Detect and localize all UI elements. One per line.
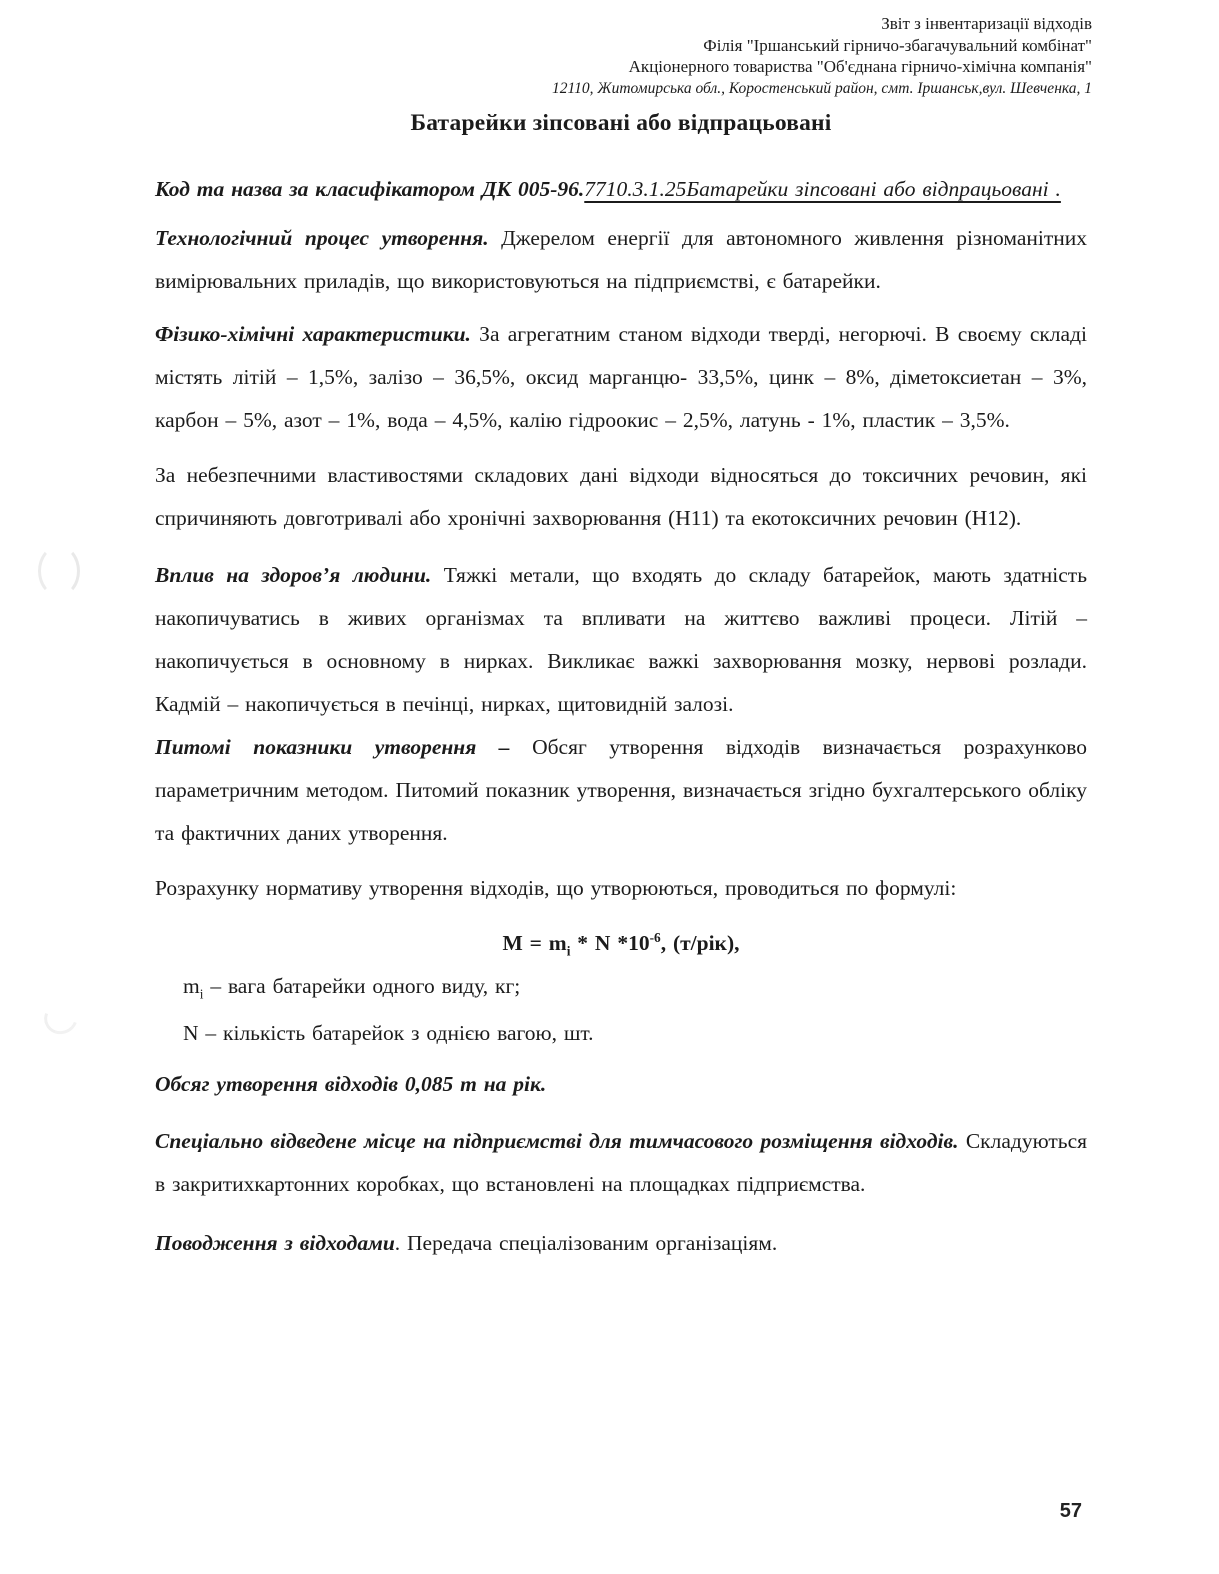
storage-place-text: Складуються в закритихкартонних коробках, що встановлені на площадках підприємства. xyxy=(155,1129,1088,1196)
formula-lhs: М = m xyxy=(502,931,567,955)
formula-units: , (т/рік), xyxy=(660,931,740,955)
formula-exponent: -6 xyxy=(649,929,661,945)
definition-mass xyxy=(155,965,1087,1008)
waste-handling-text: . Передача спеціалізованим організаціям. xyxy=(394,1231,778,1255)
health-impact-text: Тяжкі метали, що входять до складу батарейок, мають здатність накопичуватись в живих організмах та впливати на життєво важливі процеси. Літій – накопичується в основному в нирках. Викликає важкі захворювання мозку, нервові розлади. Кадмій – накопичується в печінці, нирках, щитовидній залозі. xyxy=(155,563,1088,716)
formula-subscript: i xyxy=(566,943,571,959)
header-company-name: Акціонерного товариства "Об'єднана гірничо-хімічна компанія" xyxy=(628,57,1092,76)
waste-handling-label: Поводження з відходами xyxy=(155,1231,395,1255)
definition-count-text: N – кількість батарейок з однією вагою, шт. xyxy=(183,1021,594,1045)
paragraph-health-impact xyxy=(155,554,1087,726)
hazard-properties-text: За небезпечними властивостями складових дані відходи відносяться до токсичних речовин, які спричиняють довготривалі або хронічні захворювання (Н11) та екотоксичних речовин (Н12). xyxy=(155,463,1087,530)
physchem-label: Фізико-хімічні характеристики. xyxy=(155,322,471,346)
scan-artifact-lower xyxy=(39,996,83,1039)
classifier-code-value: 7710.3.1.25Батарейки зіпсовані або відпрацьовані . xyxy=(584,177,1061,201)
physchem-text: За агрегатним станом відходи тверді, негорючі. В своєму складі містять літій – 1,5%, залізо – 36,5%, оксид марганцю- 33,5%, цинк – 8%, діметоксиетан – 3%, карбон – 5%, азот – 1%, вода – 4,5%, калію гідроокис – 2,5%, латунь - 1%, пластик – 3,5%. xyxy=(155,322,1087,432)
classifier-code-label: Код та назва за класифікатором ДК 005-96. xyxy=(155,177,585,201)
paragraph-waste-handling xyxy=(155,1222,1087,1265)
page-number: 57 xyxy=(1059,1500,1082,1522)
specific-indicators-text: Обсяг утворення відходів визначається розрахунково параметричним методом. Питомий показник утворення, визначається згідно бухгалтерського обліку та фактичних даних утворення. xyxy=(155,735,1087,845)
paragraph-tech-process xyxy=(155,217,1087,303)
health-impact-label: Вплив на здоров’я людини. xyxy=(155,563,432,587)
formula-intro-text: Розрахунку нормативу утворення відходів, що утворюються, проводиться по формулі: xyxy=(155,876,957,900)
scan-artifact-upper xyxy=(38,545,80,597)
formula-mid: * N *10 xyxy=(570,931,650,955)
definition-mass-subscript: i xyxy=(199,986,204,1002)
paragraph-specific-indicators xyxy=(155,726,1087,855)
tech-process-text: Джерелом енергії для автономного живлення різноманітних вимірювальних приладів, що використовуються на підприємстві, є батарейки. xyxy=(155,226,1088,293)
tech-process-label: Технологічний процес утворення. xyxy=(155,226,489,250)
storage-place-label: Спеціально відведене місце на підприємстві для тимчасового розміщення відходів. xyxy=(155,1129,959,1153)
paragraph-formula-intro xyxy=(155,867,1087,910)
document-body xyxy=(155,168,1087,1265)
page-title: Батарейки зіпсовані або відпрацьовані xyxy=(410,110,832,136)
definition-mass-symbol: m xyxy=(183,974,200,998)
header-report-title: Звіт з інвентаризації відходів xyxy=(881,14,1092,33)
paragraph-annual-volume: Обсяг утворення відходів 0,085 т на рік. xyxy=(155,1072,547,1096)
header-branch-name: Філія "Іршанський гірничо-збагачувальний комбінат" xyxy=(703,35,1092,55)
specific-indicators-label: Питомі показники утворення – xyxy=(155,735,510,759)
paragraph-hazard-properties xyxy=(155,454,1087,540)
paragraph-storage-place xyxy=(155,1120,1087,1206)
formula xyxy=(155,922,1087,965)
definition-mass-text: – вага батарейки одного виду, кг; xyxy=(203,974,521,998)
paragraph-classifier-code xyxy=(155,168,1087,211)
header-address: 12110, Житомирська обл., Коростенський район, смт. Іршанськ,вул. Шевченка, 1 xyxy=(552,79,1092,97)
paragraph-physchem xyxy=(155,313,1087,442)
definition-count xyxy=(155,1012,1087,1055)
document-header xyxy=(552,13,1092,99)
